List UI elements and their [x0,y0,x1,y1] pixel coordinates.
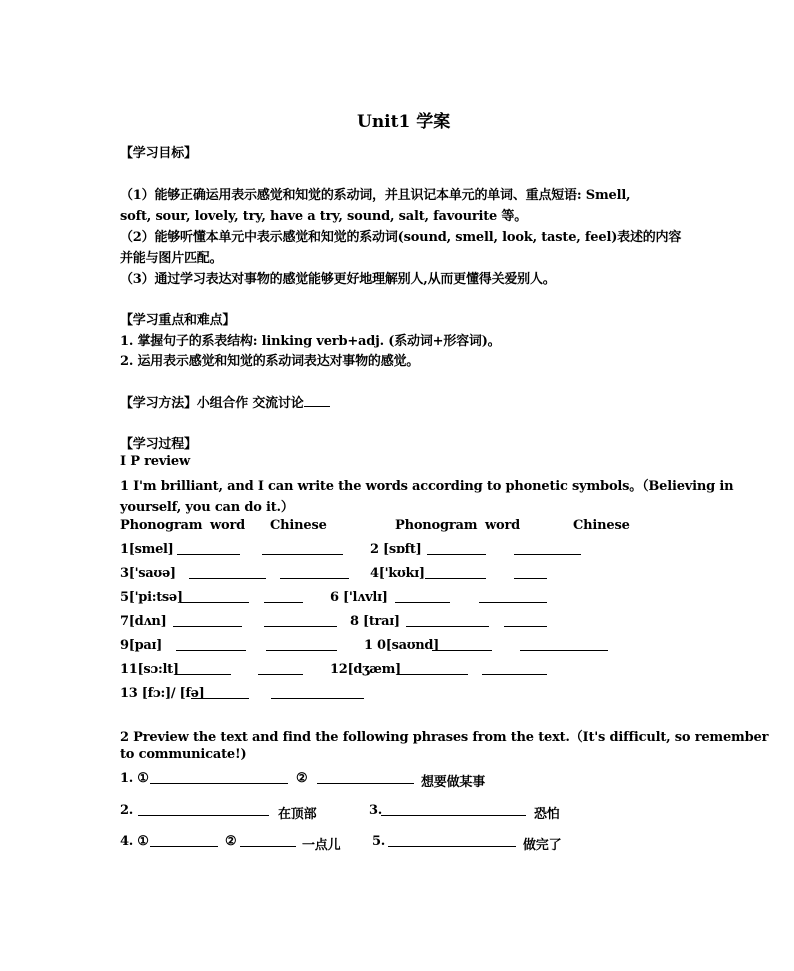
phonetic-8: 8 [traɪ] [350,614,400,629]
word-blank-11[interactable] [175,662,231,675]
phrase-1b-blank[interactable] [317,771,414,784]
phonetic-7: 7[dʌn] [120,614,167,629]
objectives-header: 【学习目标】 [120,146,197,161]
phrase-4b-blank[interactable] [240,834,296,847]
method-line [120,392,330,411]
phrase-2-chinese: 在顶部 [278,807,317,822]
chinese-blank-4[interactable] [514,566,547,579]
phonetic-1: 1[smel] [120,542,174,557]
task2-line-2: to communicate!) [120,747,247,762]
col-chinese-2: Chinese [573,518,630,533]
chinese-blank-12[interactable] [482,662,547,675]
word-blank-7[interactable] [173,614,242,627]
phrase-2-number: 2. [120,803,133,818]
col-chinese: Chinese [270,518,327,533]
phonetic-4: 4['kʊkɪ] [370,566,425,581]
phrase-1b-number: ② [296,771,308,786]
chinese-blank-13[interactable] [271,686,364,699]
word-blank-10[interactable] [432,638,492,651]
chinese-blank-3[interactable] [280,566,349,579]
word-blank-3[interactable] [189,566,266,579]
phonetic-6: 6 ['lʌvlɪ] [330,590,388,605]
key-points-header: 【学习重点和难点】 [120,313,236,328]
phonetic-5: 5['pi:tsə] [120,590,183,605]
word-blank-5[interactable] [180,590,249,603]
word-blank-8[interactable] [406,614,489,627]
phonetic-9: 9[paɪ] [120,638,162,653]
chinese-blank-8[interactable] [504,614,547,627]
task1-line-1: 1 I'm brilliant, and I can write the words according to phonetic symbols。（Believing in [120,479,734,494]
key-point-2: 2. 运用表示感觉和知觉的系动词表达对事物的感觉。 [120,354,420,369]
chinese-blank-9[interactable] [266,638,337,651]
objective-line-5: （3）通过学习表达对事物的感觉能够更好地理解别人,从而更懂得关爱别人。 [120,272,556,287]
chinese-blank-6[interactable] [479,590,547,603]
phonetic-11: 11[sɔ:lt] [120,662,179,677]
page-title: Unit1 学案 [357,112,451,132]
phonetic-2: 2 [sɒft] [370,542,422,557]
word-blank-2[interactable] [427,542,486,555]
key-point-1: 1. 掌握句子的系表结构: linking verb+adj. (系动词+形容词)。 [120,334,501,349]
phrase-5-blank[interactable] [388,834,516,847]
chinese-blank-11[interactable] [258,662,303,675]
word-blank-4[interactable] [425,566,486,579]
chinese-blank-2[interactable] [514,542,581,555]
phrase-4-chinese: 一点儿 [302,838,341,853]
task1-line-2: yourself, you can do it.） [120,500,294,515]
phrase-3-number: 3. [369,803,382,818]
chinese-blank-5[interactable] [264,590,303,603]
chinese-blank-10[interactable] [520,638,608,651]
phrase-3-chinese: 恐怕 [534,807,560,822]
word-blank-6[interactable] [395,590,450,603]
process-header: 【学习过程】 [120,437,197,452]
objective-line-2: soft, sour, lovely, try, have a try, sound, salt, favourite 等。 [120,209,528,224]
phrase-3-blank[interactable] [381,803,526,816]
word-blank-9[interactable] [176,638,246,651]
method-label: 【学习方法】小组合作 交流讨论 [120,396,304,411]
phrase-5-chinese: 做完了 [523,838,562,853]
objective-line-4: 并能与图片匹配。 [120,251,223,266]
phrase-1a-blank[interactable] [150,771,288,784]
phonetic-13: 13 [fɔ:]/ [fə] [120,686,205,701]
phrase-2-blank[interactable] [138,803,269,816]
phrase-1-chinese: 想要做某事 [421,775,486,790]
phonetic-3: 3['saʊə] [120,566,176,581]
phrase-4a-blank[interactable] [150,834,218,847]
col-phonogram-2: Phonogram [395,518,478,533]
col-phonogram: Phonogram [120,518,203,533]
phrase-4b-number: ② [225,834,237,849]
phrase-5-number: 5. [372,834,385,849]
word-blank-1[interactable] [177,542,240,555]
word-blank-13[interactable] [191,686,249,699]
method-blank[interactable] [304,394,330,407]
preview-title: I P review [120,454,190,469]
task2-line-1: 2 Preview the text and find the following phrases from the text.（It's difficult, so remember [120,730,769,745]
phrase-4-number: 4. ① [120,834,149,849]
objective-line-3: （2）能够听懂本单元中表示感觉和知觉的系动词(sound, smell, look, taste, feel)表述的内容 [120,230,682,245]
phrase-1-number: 1. ① [120,771,149,786]
word-blank-12[interactable] [397,662,468,675]
chinese-blank-1[interactable] [262,542,343,555]
chinese-blank-7[interactable] [264,614,337,627]
phonetic-10: 1 0[saʊnd] [364,638,440,653]
col-word: word [210,518,246,533]
objective-line-1: （1）能够正确运用表示感觉和知觉的系动词，并且识记本单元的单词、重点短语: Smell, [120,188,631,203]
col-word-2: word [485,518,521,533]
phonetic-12: 12[dʒæm] [330,662,401,677]
